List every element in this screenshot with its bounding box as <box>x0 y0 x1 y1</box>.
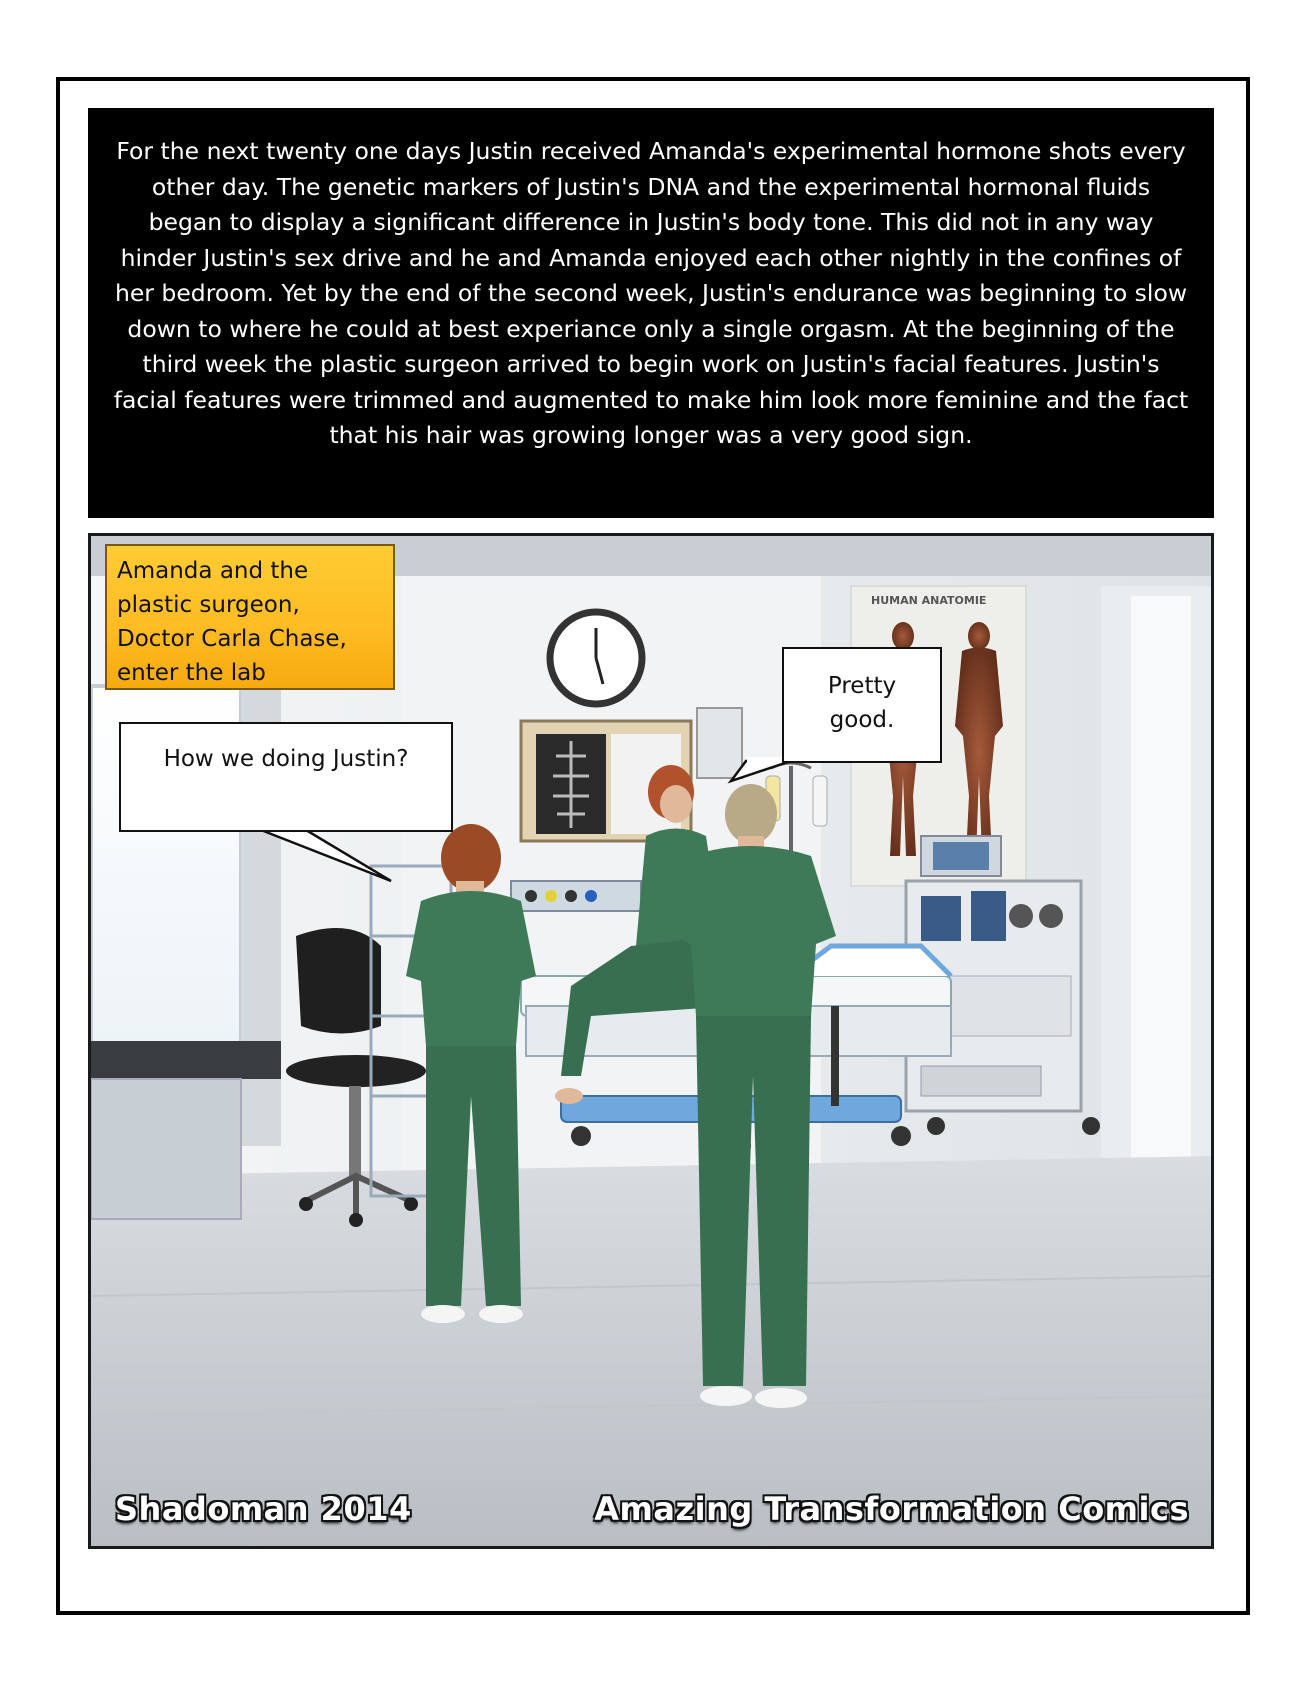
caption-line: Doctor Carla Chase, <box>117 626 347 652</box>
narration-text: For the next twenty one days Justin received Amanda's experimental hormone shots every other day. The genetic markers of Justin's DNA and the experimental hormonal fluids began to display a significant difference in Justin's body tone. This did not in any way hinder Justin's sex drive and he and Amanda enjoyed each other nightly in the confines of her bedroom. Yet by the end of the second week, Justin's endurance was beginning to slow down to where he could at best experiance only a single orgasm. At the beginning of the third week the plastic surgeon arrived to begin work on Justin's facial features. Justin's facial features were trimmed and augmented to make him look more feminine and the fact that his hair was growing longer was a very good sign. <box>113 137 1189 449</box>
artist-credit: Shadoman 2014 <box>115 1490 412 1528</box>
wall-clock-icon <box>550 612 642 704</box>
speech-text: How we doing Justin? <box>163 746 409 772</box>
caption-line: plastic surgeon, <box>117 592 300 618</box>
caption-box <box>105 544 395 690</box>
speech-text: good. <box>829 707 895 733</box>
caption-line: Amanda and the <box>117 558 309 584</box>
caption-line: enter the lab <box>117 660 266 686</box>
publisher-credit: Amazing Transformation Comics <box>594 1490 1189 1528</box>
comic-panel <box>88 533 1214 1549</box>
poster-title: HUMAN ANATOMIE <box>871 594 987 607</box>
speech-bubble-amanda <box>119 722 453 832</box>
narration-box <box>88 108 1214 518</box>
speech-bubble-justin <box>782 647 942 763</box>
speech-text: Pretty <box>827 673 897 699</box>
